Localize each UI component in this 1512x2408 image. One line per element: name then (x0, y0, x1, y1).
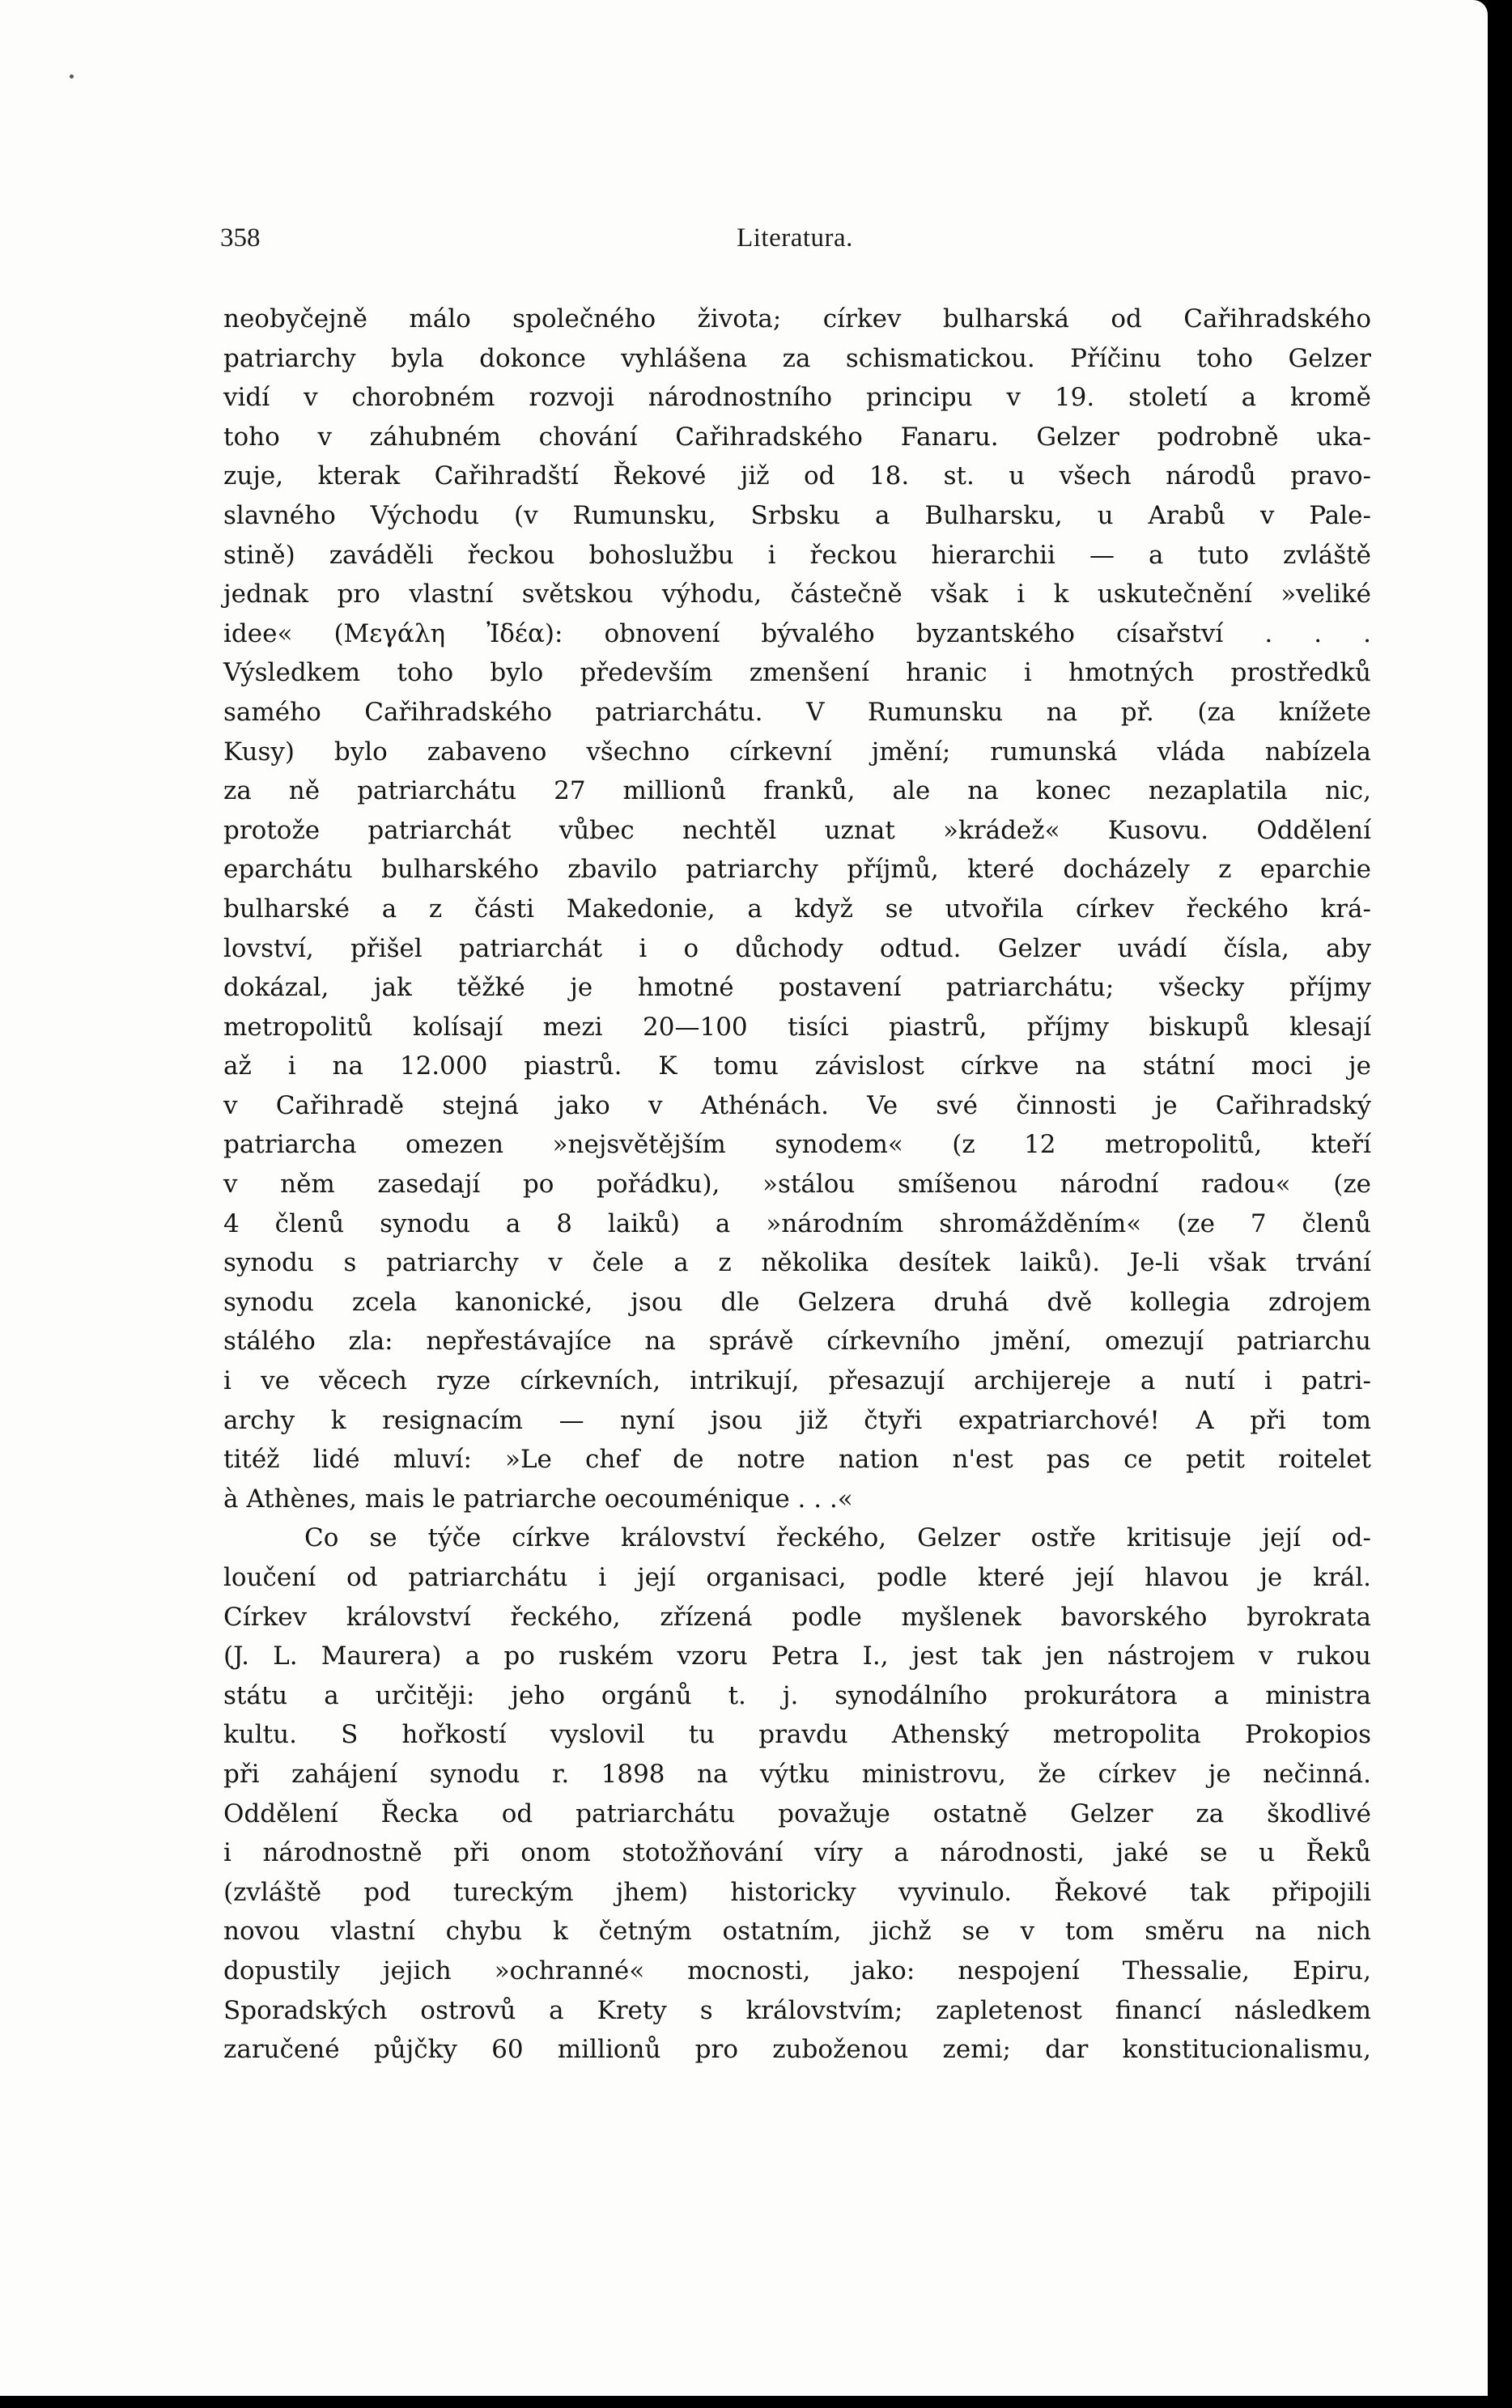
text-line: patriarchy byla dokonce vyhlášena za schismatickou. Příčinu toho Gelzer (223, 343, 1371, 373)
text-line: jednak pro vlastní světskou výhodu, částečně však i k uskutečnění »veliké (223, 580, 1371, 609)
text-line: za ně patriarchátu 27 millionů franků, ale na konec nezaplatila nic, (223, 776, 1371, 806)
page-header (220, 223, 1370, 264)
text-line: vidí v chorobném rozvoji národnostního principu v 19. století a kromě (223, 383, 1371, 413)
text-line: metropolitů kolísají mezi 20—100 tisíci piastrů, příjmy biskupů klesají (223, 1012, 1371, 1042)
text-line: 4 členů synodu a 8 laiků) a »národním shromážděním« (ze 7 členů (223, 1208, 1371, 1238)
text-line: stině) zaváděli řeckou bohoslužbu i řeckou hierarchii — a tuto zvláště (223, 540, 1371, 570)
text-line: stálého zla: nepřestávajíce na správě církevního jmění, omezují patriarchu (223, 1327, 1371, 1357)
running-title: Literatura. (737, 223, 853, 253)
text-line: synodu s patriarchy v čele a z několika desítek laiků). Je-li však trvání (223, 1248, 1371, 1278)
text-line: synodu zcela kanonické, jsou dle Gelzera druhá dvě kollegia zdrojem (223, 1287, 1371, 1317)
text-line: protože patriarchát vůbec nechtěl uznat »krádež« Kusovu. Oddělení (223, 815, 1371, 845)
text-line: až i na 12.000 piastrů. K tomu závislost církve na státní moci je (223, 1051, 1371, 1081)
scan-speck (70, 74, 74, 79)
text-line: i národnostně při onom stotožňování víry a národnosti, jaké se u Řeků (223, 1838, 1371, 1868)
text-line: kultu. S hořkostí vyslovil tu pravdu Athenský metropolita Prokopios (223, 1720, 1371, 1750)
text-line: v něm zasedají po pořádku), »stálou smíšenou národní radou« (ze (223, 1170, 1371, 1200)
text-line: při zahájení synodu r. 1898 na výtku ministrovu, že církev je nečinná. (223, 1759, 1371, 1789)
paragraph-end-line: à Athènes, mais le patriarche oecouménique . . .« (223, 1484, 853, 1514)
text-line: lovství, přišel patriarchát i o důchody odtud. Gelzer uvádí čísla, aby (223, 933, 1371, 963)
text-line: v Cařihradě stejná jako v Athénách. Ve své činnosti je Cařihradský (223, 1090, 1371, 1120)
text-line: archy k resignacím — nyní jsou již čtyři expatriarchové! A při tom (223, 1405, 1371, 1435)
text-line: Výsledkem toho bylo především zmenšení hranic i hmotných prostředků (223, 658, 1371, 688)
text-line: slavného Východu (v Rumunsku, Srbsku a Bulharsku, u Arabů v Pale- (223, 500, 1371, 530)
text-line: (J. L. Maurera) a po ruském vzoru Petra I., jest tak jen nástrojem v rukou (223, 1641, 1371, 1671)
text-line: Církev království řeckého, zřízená podle myšlenek bavorského byrokrata (223, 1602, 1371, 1632)
text-line: (zvláště pod tureckým jhem) historicky vyvinulo. Řekové tak připojili (223, 1877, 1371, 1907)
text-line: Sporadských ostrovů a Krety s královstvím; zapletenost financí následkem (223, 1995, 1371, 2025)
text-line-greek: idee« (Μεγάλη Ἰδέα): obnovení bývalého byzantského císařství . . . (223, 618, 1371, 648)
text-line: loučení od patriarchátu i její organisaci, podle které její hlavou je král. (223, 1563, 1371, 1592)
page-number: 358 (220, 223, 261, 253)
text-line: toho v záhubném chování Cařihradského Fanaru. Gelzer podrobně uka- (223, 422, 1371, 452)
body-text (223, 299, 1371, 2070)
text-line: titéž lidé mluví: »Le chef de notre nation n'est pas ce petit roitelet (223, 1445, 1371, 1475)
text-line: novou vlastní chybu k četným ostatním, jichž se v tom směru na nich (223, 1917, 1371, 1947)
text-line: eparchátu bulharského zbavilo patriarchy příjmů, které docházely z eparchie (223, 855, 1371, 885)
text-line: samého Cařihradského patriarchátu. V Rumunsku na př. (za knížete (223, 697, 1371, 727)
text-line: dokázal, jak těžké je hmotné postavení patriarchátu; všecky příjmy (223, 973, 1371, 1003)
text-line: Oddělení Řecka od patriarchátu považuje ostatně Gelzer za škodlivé (223, 1799, 1371, 1828)
text-line: dopustily jejich »ochranné« mocnosti, jako: nespojení Thessalie, Epiru, (223, 1956, 1371, 1985)
text-line: i ve věcech ryze církevních, intrikují, přesazují archijereje a nutí i patri- (223, 1366, 1371, 1396)
text-line: zuje, kterak Cařihradští Řekové již od 18. st. u všech národů pravo- (223, 461, 1371, 491)
text-line: patriarcha omezen »nejsvětějším synodem« (z 12 metropolitů, kteří (223, 1130, 1371, 1160)
text-line: bulharské a z části Makedonie, a když se utvořila církev řeckého krá- (223, 894, 1371, 924)
paragraph-start-line: Co se týče církve království řeckého, Gelzer ostře kritisuje její od- (304, 1523, 1371, 1553)
text-line: neobyčejně málo společného života; církev bulharská od Cařihradského (223, 304, 1371, 333)
text-line: zaručené půjčky 60 millionů pro zuboženou zemi; dar konstitucionalismu, (223, 2035, 1371, 2065)
text-line: státu a určitěji: jeho orgánů t. j. synodálního prokurátora a ministra (223, 1680, 1371, 1710)
text-line: Kusy) bylo zabaveno všechno církevní jmění; rumunská vláda nabízela (223, 737, 1371, 767)
